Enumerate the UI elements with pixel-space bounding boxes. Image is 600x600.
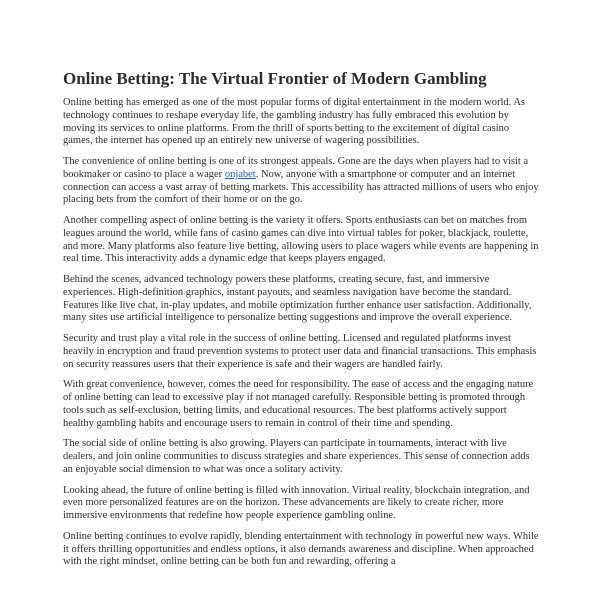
- onjabet-link[interactable]: onjabet: [224, 168, 256, 180]
- paragraph-convenience-text-after-link: . Now, anyone with a smartphone or computer and an internet connection can access a vast array of betting markets. This accessibility has attracted millions of users who enjoy placing bets from the comfort of their home or on the go.: [63, 168, 539, 206]
- paragraph-social: The social side of online betting is also growing. Players can participate in tournaments, interact with live dealers, and join online communities to discuss strategies and share experiences. This sense of connection adds an enjoyable social dimension to what was once a solitary activity.: [63, 438, 530, 475]
- paragraph-intro: Online betting has emerged as one of the most popular forms of digital entertainment in the modern world. As technology continues to reshape everyday life, the gambling industry has fully embraced this evolution by moving its services to online platforms. From the thrill of sports betting to the excitement of digital casino games, the internet has opened up an entirely new universe of wagering possibilities.: [63, 97, 525, 147]
- paragraph-future: Looking ahead, the future of online betting is filled with innovation. Virtual reality, blockchain integration, and even more personalized features are on the horizon. These advancements are likely to create richer, more immersive environments that redefine how people experience gambling online.: [63, 484, 530, 521]
- paragraph-technology: Behind the scenes, advanced technology powers these platforms, creating secure, fast, and immersive experiences. High-definition graphics, instant payouts, and seamless navigation have become the standard. Features like live chat, in-play updates, and mobile optimization further enhance user satisfaction. Additionally, many sites use artificial intelligence to personalize betting suggestions and improve the overall experience.: [63, 274, 532, 324]
- paragraph-convenience: [63, 156, 540, 207]
- paragraph-conclusion: Online betting continues to evolve rapidly, blending entertainment with technology in powerful new ways. While it offers thrilling opportunities and endless options, it also demands awareness and discipline. When approached with the right mindset, online betting can be both fun and rewarding, offering a: [63, 530, 539, 568]
- paragraph-convenience-text-before-link: The convenience of online betting is one of its strongest appeals. Gone are the days when players had to visit a bookmaker or casino to place a wager: [63, 156, 529, 180]
- paragraph-security: Security and trust play a vital role in the success of online betting. Licensed and regulated platforms invest heavily in encryption and fraud prevention systems to protect user data and financial transactions. This emphasis on security reassures users that their experience is safe and their wagers are handled fairly.: [63, 333, 537, 370]
- paragraph-responsibility: With great convenience, however, comes the need for responsibility. The ease of access and the engaging nature of online betting can lead to excessive play if not managed carefully. Responsible betting is promoted through tools such as self-exclusion, betting limits, and educational resources. The best platforms actively support healthy gambling habits and encourage users to remain in control of their time and spending.: [63, 379, 534, 429]
- article-title: Online Betting: The Virtual Frontier of Modern Gambling: [63, 69, 487, 88]
- paragraph-variety: Another compelling aspect of online betting is the variety it offers. Sports enthusiasts can bet on matches from leagues around the world, while fans of casino games can dive into virtual tables for poker, blackjack, roulette, and more. Many platforms also feature live betting, allowing users to place wagers while events are happening in real time. This interactivity adds a dynamic edge that keeps players engaged.: [63, 215, 539, 265]
